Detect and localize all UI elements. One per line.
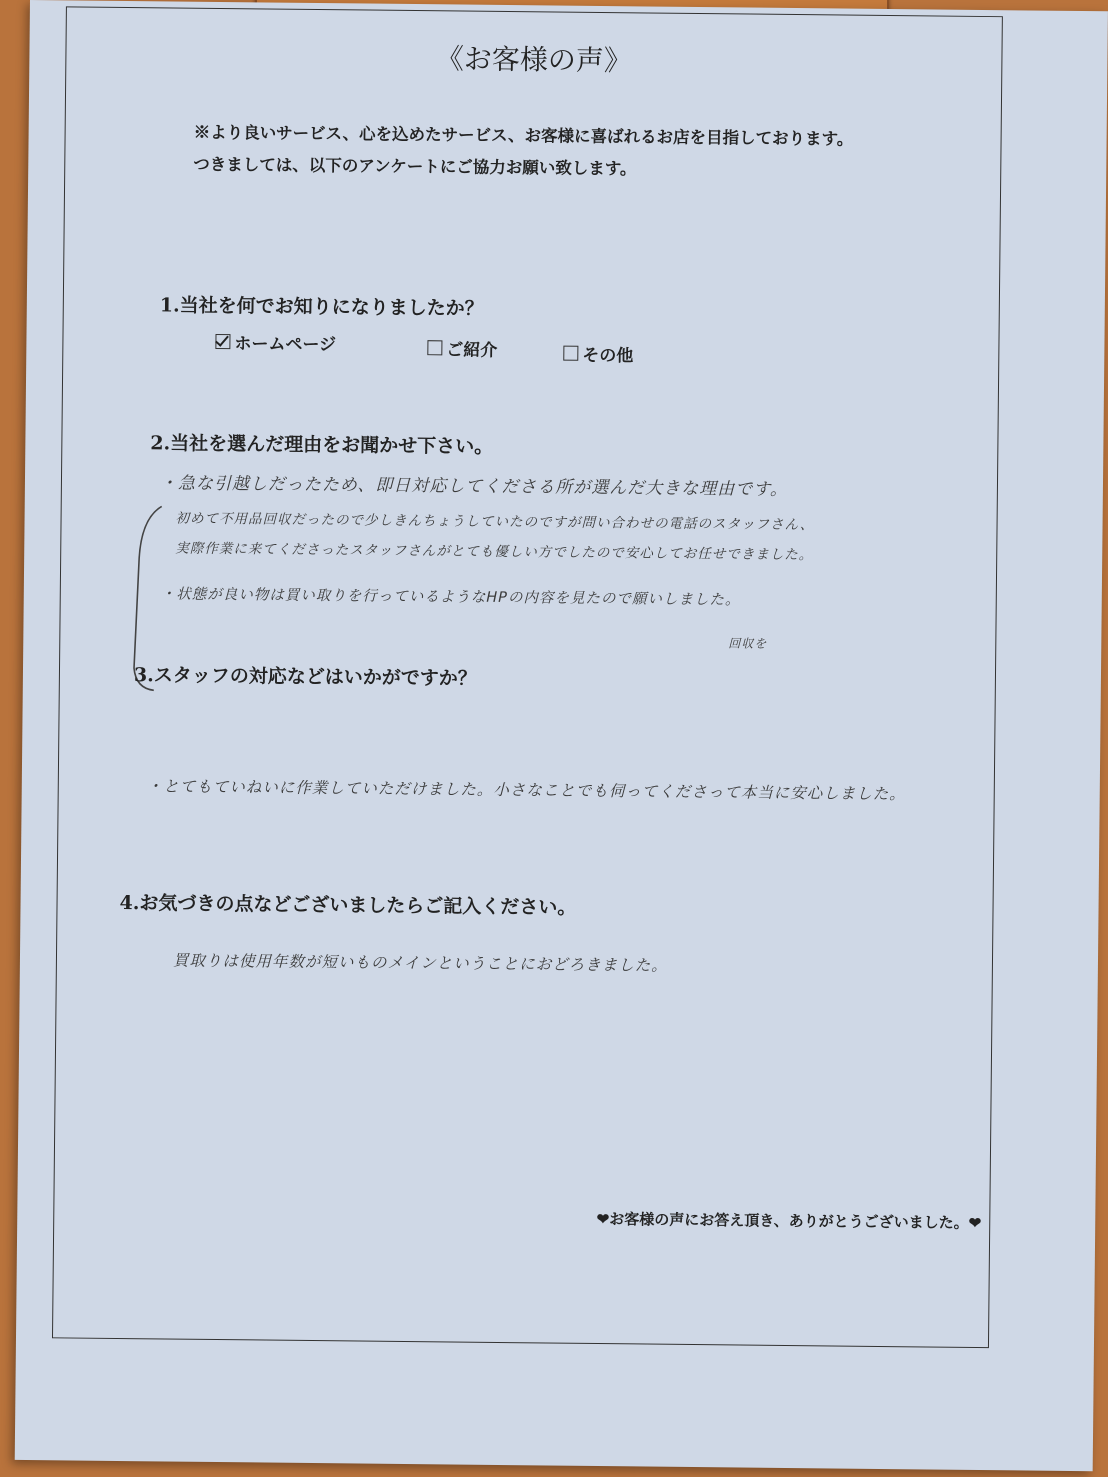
checkbox-icon[interactable]	[427, 340, 442, 355]
intro-line-2: つきましては、以下のアンケートにご協力お願い致します。	[193, 154, 637, 179]
page-title: 《お客様の声》	[435, 42, 633, 78]
question-2-label: 2.当社を選んだ理由をお聞かせ下さい。	[150, 432, 494, 458]
handwritten-answer-line: ・状態が良い物は買い取りを行っているようなHPの内容を見たので願いしました。	[160, 586, 741, 609]
heart-icon: ❤	[968, 1213, 982, 1233]
thank-you-footer	[597, 1208, 982, 1233]
intro-line-1: ※より良いサービス、心を込めたサービス、お客様に喜ばれるお店を目指しております。	[193, 122, 854, 149]
option-label: ご紹介	[446, 340, 498, 361]
handwritten-answer-line: ・急な引越しだったため、即日対応してくださる所が選んだ大きな理由です。	[159, 473, 788, 500]
handwritten-insertion: 回収を	[728, 636, 768, 651]
handwritten-answer-line: 買取りは使用年数が短いものメインということにおどろきました。	[172, 951, 668, 975]
question-3-label: 3.スタッフの対応などはいかがですか？	[133, 664, 477, 690]
handwritten-answer-line: 実際作業に来てくださったスタッフさんがとても優しい方でしたので安心してお任せできました。	[175, 540, 814, 564]
survey-sheet	[15, 0, 1108, 1471]
question-1-label: 1.当社を何でお知りになりましたか？	[159, 294, 484, 320]
checkbox-checked-icon[interactable]	[215, 334, 230, 349]
option-homepage[interactable]	[215, 329, 336, 355]
question-4-label: 4.お気づきの点などございましたらご記入ください。	[119, 891, 577, 919]
handwritten-answer-line: ・とてもていねいに作業していただけました。小さなことでも伺ってくださって本当に安心しました。	[146, 777, 906, 804]
footer-text: お客様の声にお答え頂き、ありがとうございました。	[609, 1210, 969, 1232]
handwritten-answer-line: 初めて不用品回収だったので少しきんちょうしていたのですが問い合わせの電話のスタッフさん、	[175, 510, 815, 534]
checkbox-icon[interactable]	[563, 346, 578, 361]
form-frame	[52, 6, 1003, 1348]
option-referral[interactable]	[427, 335, 497, 361]
option-label: ホームページ	[234, 334, 337, 356]
option-label: その他	[582, 345, 634, 367]
heart-icon: ❤	[596, 1210, 610, 1229]
option-other[interactable]	[563, 341, 633, 367]
intro-text	[193, 117, 994, 189]
